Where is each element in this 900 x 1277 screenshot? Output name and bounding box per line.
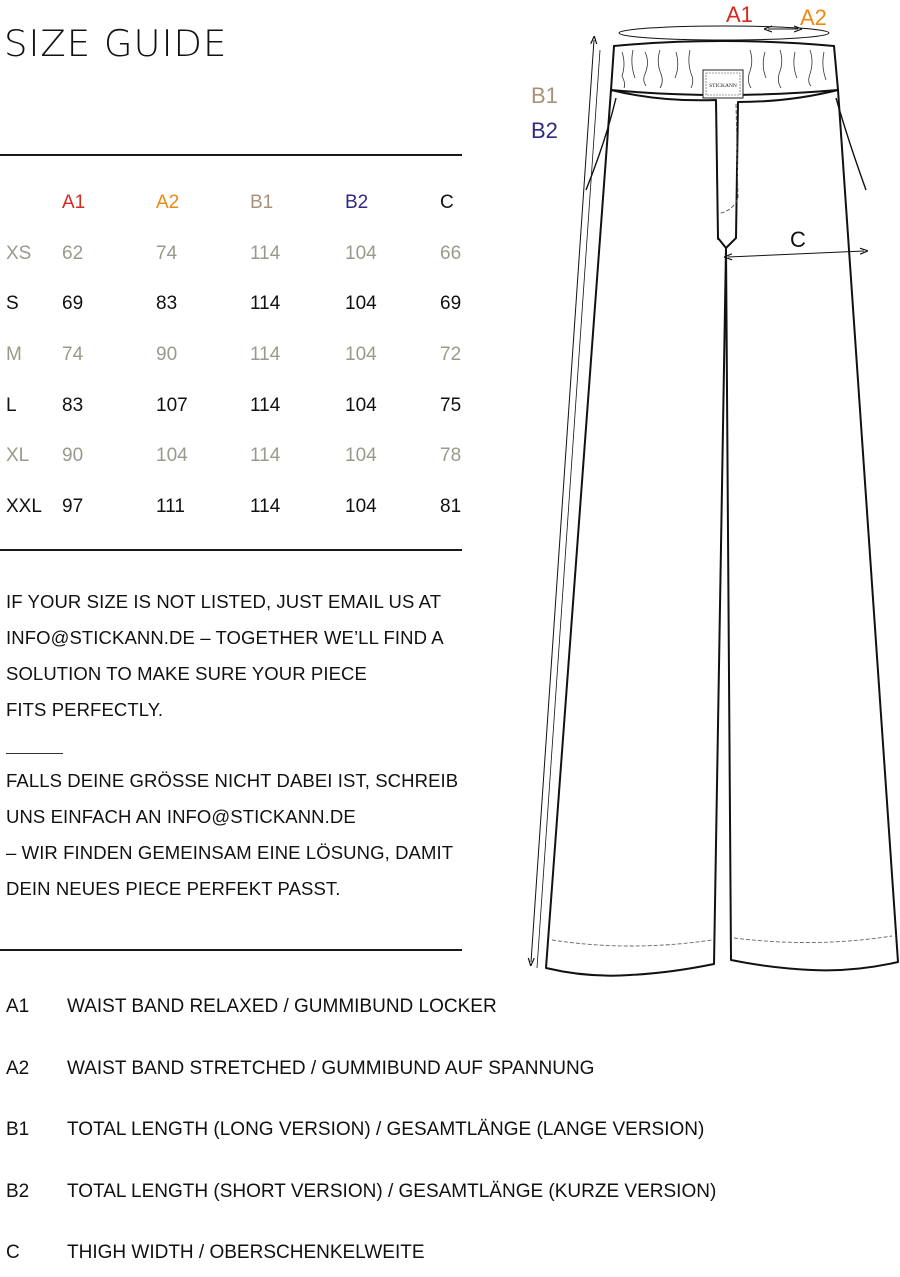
note-line: IF YOUR SIZE IS NOT LISTED, JUST EMAIL US AT	[6, 591, 442, 612]
note-line: UNS EINFACH AN INFO@STICKANN.DE	[6, 806, 356, 827]
size-label: XS	[6, 242, 32, 264]
table-cell: 104	[345, 394, 377, 416]
legend-code: A2	[6, 1057, 30, 1079]
table-cell: 104	[156, 445, 188, 467]
table-cell: 83	[156, 293, 178, 315]
note-line: INFO@STICKANN.DE – TOGETHER WE’LL FIND A	[6, 627, 444, 648]
note-english	[6, 584, 444, 728]
divider-bottom	[0, 949, 462, 951]
table-cell: 114	[250, 293, 281, 315]
table-row	[6, 279, 480, 330]
table-cell: 74	[156, 242, 178, 264]
left-leg-outline	[546, 90, 726, 976]
table-cell: 78	[440, 445, 462, 467]
note-line: – WIR FINDEN GEMEINSAM EINE LÖSUNG, DAMIT	[6, 842, 454, 863]
label-b2: B2	[531, 118, 558, 143]
legend-code: B1	[6, 1119, 30, 1140]
table-row	[6, 482, 480, 533]
legend-code: B2	[6, 1180, 30, 1202]
size-label: L	[6, 394, 17, 416]
label-c: C	[790, 227, 806, 252]
table-cell: 66	[440, 242, 462, 264]
table-cell: 90	[62, 445, 84, 467]
divider-top	[0, 154, 462, 156]
table-cell: 114	[250, 394, 281, 416]
table-cell: 90	[156, 344, 178, 366]
legend-text: THIGH WIDTH / OBERSCHENKELWEITE	[67, 1242, 425, 1263]
table-cell: 107	[156, 394, 188, 416]
table-row	[6, 229, 480, 280]
label-a2: A2	[800, 5, 827, 30]
table-cell: 97	[62, 495, 84, 517]
legend-text: TOTAL LENGTH (SHORT VERSION) / GESAMTLÄNGE (KURZE VERSION)	[67, 1180, 717, 1202]
header-cell-b2: B2	[345, 192, 369, 214]
table-cell: 69	[62, 293, 84, 315]
header-cell-c: C	[440, 192, 454, 214]
table-cell: 69	[440, 293, 462, 315]
pants-illustration	[520, 0, 900, 990]
size-label: S	[6, 293, 19, 315]
table-cell: 72	[440, 344, 462, 366]
table-cell: 81	[440, 495, 462, 517]
table-cell: 114	[250, 445, 281, 467]
table-cell: 104	[345, 344, 377, 366]
note-line: FITS PERFECTLY.	[6, 699, 164, 720]
brand-tag-text: STICKANN	[709, 83, 737, 89]
table-cell: 104	[345, 495, 377, 517]
legend-code: C	[6, 1242, 20, 1263]
label-b1: B1	[531, 83, 558, 108]
legend-code: A1	[6, 996, 30, 1017]
table-row	[6, 330, 480, 381]
note-line: FALLS DEINE GRÖSSE NICHT DABEI IST, SCHREIB	[6, 770, 459, 791]
table-cell: 114	[250, 495, 281, 517]
legend-text: WAIST BAND STRETCHED / GUMMIBUND AUF SPANNUNG	[67, 1057, 595, 1079]
table-cell: 114	[250, 242, 281, 264]
table-row	[6, 380, 480, 431]
header-cell-a2: A2	[156, 192, 180, 214]
note-line: DEIN NEUES PIECE PERFEKT PASST.	[6, 878, 341, 899]
header-cell-a1: A1	[62, 192, 86, 214]
size-table	[6, 178, 480, 532]
table-cell: 114	[250, 344, 281, 366]
table-cell: 83	[62, 394, 84, 416]
table-header-row	[6, 178, 480, 229]
page-title: SIZE GUIDE	[4, 22, 228, 65]
short-divider	[6, 753, 63, 754]
header-cell-size	[6, 178, 62, 229]
legend-text: TOTAL LENGTH (LONG VERSION) / GESAMTLÄNGE (LANGE VERSION)	[67, 1119, 705, 1140]
table-cell: 104	[345, 445, 377, 467]
table-cell: 74	[62, 344, 84, 366]
fly-stitch	[718, 104, 738, 214]
note-line: SOLUTION TO MAKE SURE YOUR PIECE	[6, 663, 367, 684]
size-label: XL	[6, 445, 30, 467]
divider-middle	[0, 549, 462, 551]
legend-text: WAIST BAND RELAXED / GUMMIBUND LOCKER	[67, 996, 497, 1017]
table-cell: 104	[345, 242, 377, 264]
table-row	[6, 431, 480, 482]
table-cell: 104	[345, 293, 377, 315]
header-cell-b1: B1	[250, 192, 274, 214]
note-german	[6, 763, 458, 907]
right-leg-outline	[726, 90, 898, 970]
table-cell: 75	[440, 394, 462, 416]
label-a1: A1	[726, 2, 753, 27]
table-cell: 62	[62, 242, 84, 264]
waist-ellipse	[619, 26, 829, 40]
size-label: XXL	[6, 495, 42, 517]
size-label: M	[6, 344, 22, 366]
table-cell: 111	[156, 495, 185, 517]
